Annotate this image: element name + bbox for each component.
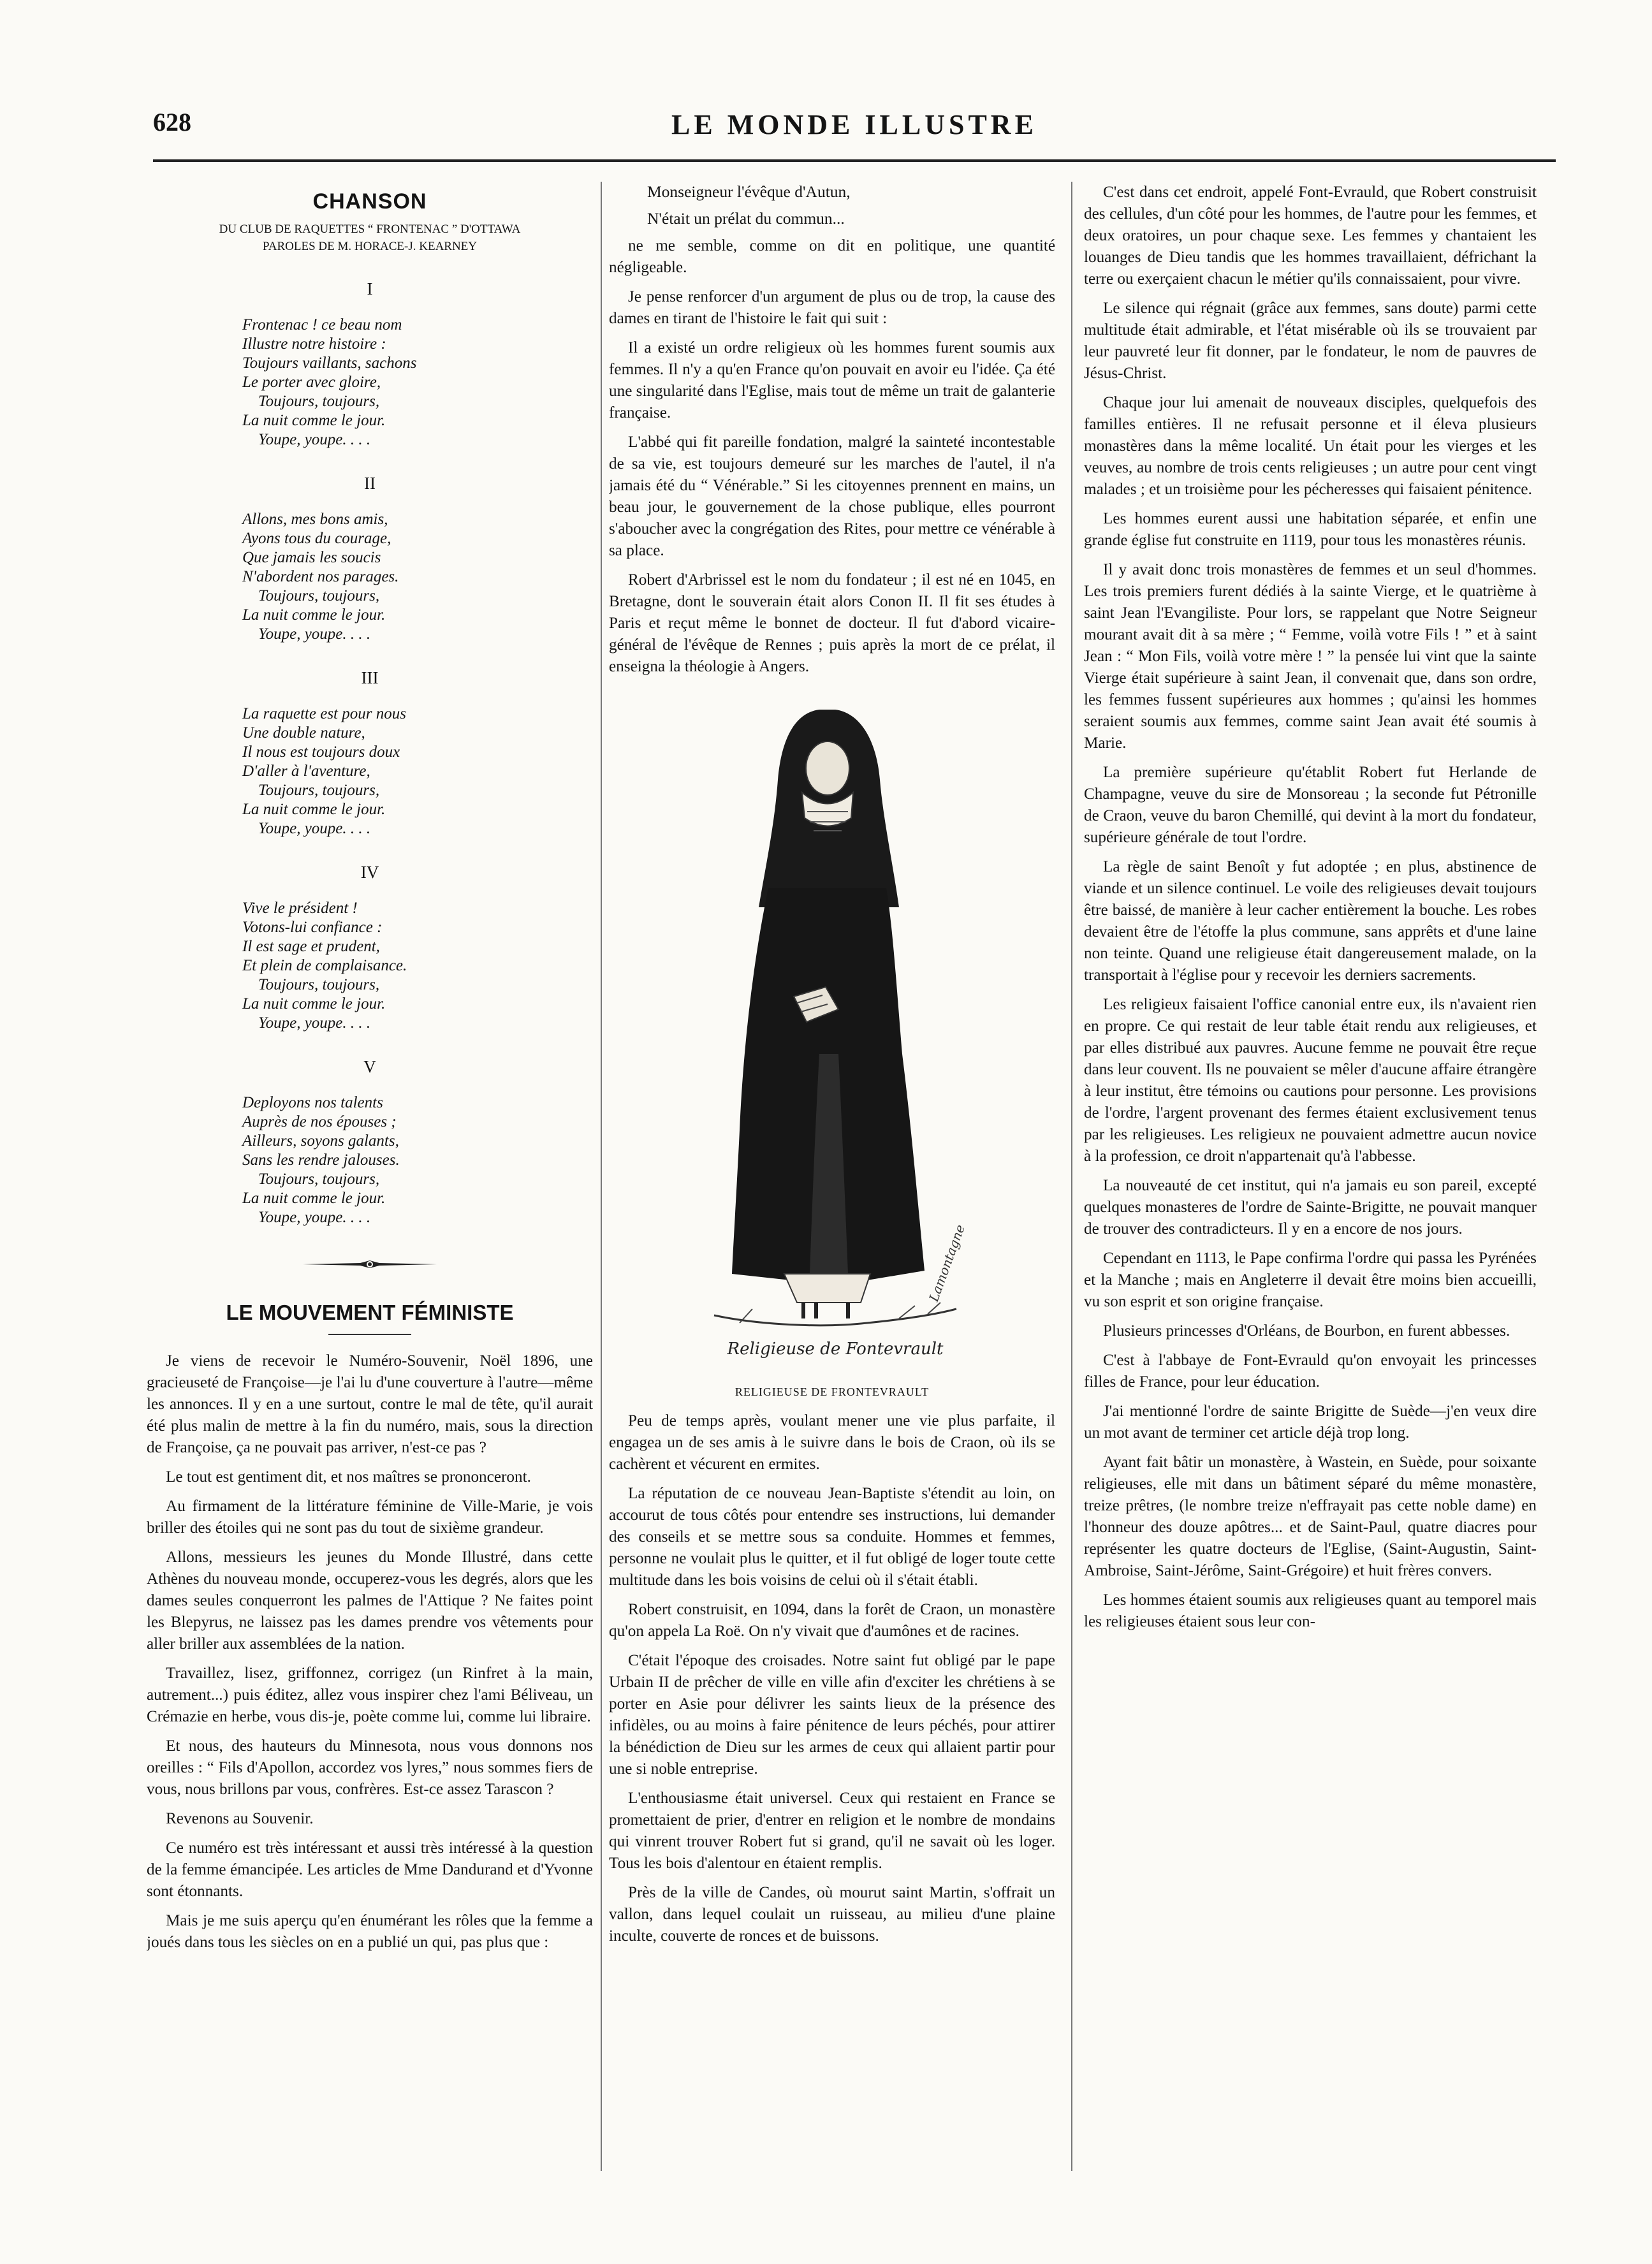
illustration-caption: RELIGIEUSE DE FRONTEVRAULT <box>735 1385 930 1398</box>
verse-line: Youpe, youpe. . . . <box>258 431 371 448</box>
verse-line: Auprès de nos épouses ; <box>242 1113 397 1130</box>
paragraph: J'ai mentionné l'ordre de sainte Brigitte de Suède—j'en veux dire un mot avant de terminer cet article déjà trop long. <box>1084 1403 1537 1442</box>
verse-line: Youpe, youpe. . . . <box>258 625 371 643</box>
paragraph: Et nous, des hauteurs du Minnesota, nous vous donnons nos oreilles : “ Fils d'Apollon, accordez vos lyres,” nous sommes fiers de vous, nous brillons par vous, confrères. Est-ce assez Tarascon ? <box>147 1737 593 1798</box>
paragraph: La règle de saint Benoît y fut adoptée ; en plus, abstinence de viande et un silence continuel. Le voile des religieuses devait toujours être baissé, de manière à leur cacher entièrement la bouche. Les robes devaient être de l'étoffe la plus commune, sans apprêts et d'une laine non teinte. Quand une religieuse était dangereusement malade, on la transportait à l'église pour y recevoir les derniers sacrements. <box>1084 858 1537 984</box>
paragraph: Les hommes étaient soumis aux religieuses quant au temporel mais les religieuses étaient sous leur con- <box>1084 1591 1537 1630</box>
verse-line: Vive le président ! <box>242 900 358 917</box>
article-title: LE MOUVEMENT FÉMINISTE <box>226 1301 514 1324</box>
paragraph: C'est dans cet endroit, appelé Font-Evrauld, que Robert construisit des cellules, d'un côté pour les hommes, de l'autre pour les femmes, et deux oratoires, un pour chaque sexe. Les femmes y chantaient les louanges de Dieu tandis que les hommes travaillaient, défrichant la terre ou exerçaient chacun le métier qu'ils connaissaient, pour vivre. <box>1084 184 1537 288</box>
chanson-title: CHANSON <box>312 189 427 214</box>
verse-line: La nuit comme le jour. <box>242 995 386 1012</box>
verse-line: Toujours vaillants, sachons <box>242 354 417 372</box>
verse-quote-line: N'était un prélat du commun... <box>647 209 845 228</box>
verse-line: Ayons tous du courage, <box>242 530 391 547</box>
paragraph: C'est à l'abbaye de Font-Evrauld qu'on envoyait les princesses filles de France, pour leur éducation. <box>1084 1352 1537 1391</box>
verse-line: N'abordent nos parages. <box>242 568 399 585</box>
verse-line: Youpe, youpe. . . . <box>258 820 371 837</box>
paragraph: C'était l'époque des croisades. Notre saint fut obligé par le pape Urbain II de prêcher de ville en ville afin d'exciter les chrétiens à se porter en Asie pour délivrer les saints lieux de la présence des infidèles, ou au moins à faire pénitence de leurs péchés, pour attirer la bénédiction de Dieu sur les armes de ceux qui allaient partir pour une si noble entreprise. <box>609 1652 1055 1778</box>
paragraph: ne me semble, comme on dit en politique, une quantité négligeable. <box>609 237 1055 276</box>
paragraph: La réputation de ce nouveau Jean-Baptiste s'étendit au loin, on accourut de tous côtés pour entendre ses instructions, lui demander des conseils et se mettre sous sa conduite. Hommes et femmes, personne ne voulait plus le quitter, et il fut obligé de loger toute cette multitude dans les bois voisins de celui où il s'était établi. <box>609 1485 1055 1589</box>
paragraph: Robert construisit, en 1094, dans la forêt de Craon, un monastère qu'on appela La Roë. On n'y vivait que d'aumônes et de racines. <box>609 1601 1055 1640</box>
paragraph: Cependant en 1113, le Pape confirma l'ordre qui passa les Pyrénées et la Manche ; mais en Angleterre il devait être moins bien accueilli, vu son esprit et son origine française. <box>1084 1250 1537 1310</box>
paragraph: La première supérieure qu'établit Robert fut Herlande de Champagne, veuve du sire de Monsoreau ; la seconde fut Pétronille de Craon, veuve du baron Chemillé, qui devint à la mort du fondateur, supérieure générale de tout l'ordre. <box>1084 764 1537 846</box>
verse-line: Youpe, youpe. . . . <box>258 1014 371 1032</box>
stanza-number: IV <box>360 863 379 882</box>
paragraph: Robert d'Arbrissel est le nom du fondateur ; il est né en 1045, en Bretagne, dont le souverain était alors Conon II. Il fit ses études à Paris et reçut même le bonnet de docteur. Il fut d'abord vicaire-général de l'évêque de Rennes ; puis après la mort de ce prélat, il enseigna la théologie à Angers. <box>609 571 1055 675</box>
header-rule <box>153 159 1556 162</box>
column-2 <box>609 182 1055 2175</box>
stanza-number: I <box>367 279 373 298</box>
paragraph: Allons, messieurs les jeunes du Monde Illustré, dans cette Athènes du nouveau monde, occuperez-vous les degrés, alors que les dames seules conquerront les palmes de l'Attique ? Ne faites point les Blepyrus, ne laissez pas les dames prendre vos vêtements pour aller briller aux assemblées de la nation. <box>147 1549 593 1653</box>
ornament-divider <box>147 1259 593 1273</box>
masthead-title: LE MONDE ILLUSTRE <box>671 109 1037 140</box>
column-3 <box>1084 182 1537 2175</box>
paragraph: Travaillez, lisez, griffonnez, corrigez (un Rinfret à la main, autrement...) puis éditez, allez vous inspirer chez l'ami Béliveau, un Crémazie en herbe, vous dis-je, poète comme lui, comme lui libraire. <box>147 1665 593 1725</box>
stanza-number: III <box>361 668 379 687</box>
verse-line: Et plein de complaisance. <box>242 957 407 974</box>
paragraph: Le silence qui régnait (grâce aux femmes, sans doute) parmi cette multitude était admirable, et l'état misérable où ils se trouvaient par leur pauvreté leur fit donner, par le fondateur, le nom de pauvres de Jésus-Christ. <box>1084 300 1537 382</box>
handwritten-caption: Religieuse de Fontevrault <box>727 1340 944 1359</box>
column-rule <box>1071 182 1072 2171</box>
verse-line: Sans les rendre jalouses. <box>242 1151 400 1169</box>
paragraph: La nouveauté de cet institut, qui n'a jamais eu son pareil, excepté quelques monasteres de l'ordre de Sainte-Brigitte, ne pouvait manquer de trouver des contradicteurs. Il y en a encore de nos jours. <box>1084 1177 1537 1238</box>
verse-line: Toujours, toujours, <box>258 393 380 410</box>
nun-figure-image <box>657 697 1014 1334</box>
verse-line: Ailleurs, soyons galants, <box>242 1132 399 1150</box>
paragraph: Je viens de recevoir le Numéro-Souvenir, Noël 1896, une gracieuseté de Françoise—je l'ai lu d'une couverture à l'autre—même les annonces. Il y en a une surtout, contre le mal de tête, qu'il aurait été plus malin de mettre à la fin du numéro, mais, sous la direction de Françoise, ça ne pouvait pas arriver, n'est-ce pas ? <box>147 1352 593 1456</box>
article-column-2-text <box>609 235 1055 678</box>
verse-line: Le porter avec gloire, <box>242 374 381 391</box>
verse-quote-line: Monseigneur l'évêque d'Autun, <box>647 182 851 201</box>
verse-line: Une double nature, <box>242 724 365 741</box>
page-number: 628 <box>153 108 191 136</box>
verse-line: La raquette est pour nous <box>242 705 406 722</box>
chanson-subtitle: DU CLUB DE RAQUETTES “ FRONTENAC ” D'OTTAWA <box>219 223 521 236</box>
verse-line: Deployons nos talents <box>242 1094 383 1111</box>
article-column-2-text <box>609 1410 1055 1947</box>
nun-illustration <box>609 697 1055 1373</box>
page-header <box>153 107 1556 152</box>
verse-line: La nuit comme le jour. <box>242 412 386 429</box>
paragraph: Au firmament de la littérature féminine de Ville-Marie, je vois briller des étoiles qui ne sont pas du tout de sixième grandeur. <box>147 1498 593 1537</box>
paragraph: L'enthousiasme était universel. Ceux qui restaient en France se promettaient de prier, d'entrer en religion et le nombre de mondains qui vinrent trouver Robert fut si grand, qu'il ne savait où les loger. Tous les bois d'alentour en étaient remplis. <box>609 1790 1055 1872</box>
paragraph: Revenons au Souvenir. <box>166 1810 314 1827</box>
paragraph: Les religieux faisaient l'office canonial entre eux, ils n'avaient rien en propre. Ce qui restait de leur table était rendu aux religieuses, et par elles distribué aux pauvres. Aucune femme ne pouvait être reçue dans leur couvent. Ils ne pouvaient se mêler d'aucune affaire étrangère à leur institut, être témoins ou cautions pour personne. Les provisions de l'ordre, l'argent provenant des fermes étaient exclusivement tenus par les religieuses. Les religieux ne pouvaient admettre aucun novice à la profession, ce droit n'appartenait qu'à l'abbesse. <box>1084 996 1537 1165</box>
paragraph: Peu de temps après, voulant mener une vie plus parfaite, il engagea un de ses amis à le suivre dans le bois de Craon, où ils se cachèrent et vécurent en ermites. <box>609 1412 1055 1473</box>
verse-line: Frontenac ! ce beau nom <box>242 316 402 333</box>
paragraph: Plusieurs princesses d'Orléans, de Bourbon, en furent abbesses. <box>1103 1322 1510 1340</box>
verse-line: Il nous est toujours doux <box>242 743 400 761</box>
verse-line: Toujours, toujours, <box>258 1171 380 1188</box>
chanson-stanzas <box>147 279 593 1227</box>
chanson-subtitle: PAROLES DE M. HORACE-J. KEARNEY <box>262 240 478 253</box>
verse-line: Votons-lui confiance : <box>242 919 383 936</box>
stanza-number: V <box>363 1057 376 1076</box>
verse-line: Youpe, youpe. . . . <box>258 1209 371 1226</box>
verse-line: Illustre notre histoire : <box>242 335 386 353</box>
paragraph: Chaque jour lui amenait de nouveaux disciples, quelquefois des familles entières. Il ne refusait personne et il éleva plusieurs monastères dans la même localité. Un était pour les vierges et les veuves, au nombre de trois cents religieuses ; un autre pour cent vingt malades ; et un troisième pour les pécheresses qui faisaient pénitence. <box>1084 394 1537 498</box>
verse-line: Toujours, toujours, <box>258 782 380 799</box>
stanza-number: II <box>364 474 376 493</box>
article-column-3-text <box>1084 182 1537 1633</box>
paragraph: Ayant fait bâtir un monastère, à Wastein, en Suède, pour soixante religieuses, elle mit dans un bâtiment séparé du même monastère, treize prêtres, (le nombre treize n'effrayait pas cette noble dame) en l'honneur des douze apôtres... et de Saint-Paul, quatre diacres pour représenter les quatre docteurs de l'Eglise, (Saint-Augustin, Saint-Ambroise, Saint-Jérôme, Saint-Grégoire) et huit frères convers. <box>1084 1454 1537 1579</box>
quoted-verse <box>609 182 1055 229</box>
verse-line: D'aller à l'aventure, <box>242 763 370 780</box>
title-rule <box>328 1334 411 1335</box>
paragraph: Près de la ville de Candes, où mourut saint Martin, s'offrait un vallon, dans lequel coulait un ruisseau, au milieu d'une plaine inculte, couverte de ronces et de buissons. <box>609 1884 1055 1945</box>
paragraph: L'abbé qui fit pareille fondation, malgré la sainteté incontestable de sa vie, est toujours demeuré sur les marches de l'autel, il n'a jamais été du “ Vénérable.” Si les citoyennes prennent en mains, un beau jour, le gouvernement de la chose publique, elles pourront s'aboucher avec la congrégation des Rites, pour mettre ce vénérable à sa place. <box>609 434 1055 559</box>
article-column-1-text <box>147 1350 593 1954</box>
paragraph: Je pense renforcer d'un argument de plus ou de trop, la cause des dames en tirant de l'histoire le fait qui suit : <box>609 288 1055 327</box>
paragraph: Les hommes eurent aussi une habitation séparée, et enfin une grande église fut construite en 1119, pour tous les monastères réunis. <box>1084 510 1537 549</box>
paragraph: Ce numéro est très intéressant et aussi très intéressé à la question de la femme émancipée. Les articles de Mme Dandurand et d'Yvonne sont étonnants. <box>147 1839 593 1900</box>
svg-text:Lamontagne: Lamontagne <box>926 1222 968 1304</box>
paragraph: Mais je me suis aperçu qu'en énumérant les rôles que la femme a joués dans tous les siècles on en a publié un qui, pas plus que : <box>147 1912 593 1951</box>
column-1 <box>147 182 593 2175</box>
verse-line: La nuit comme le jour. <box>242 801 386 818</box>
paragraph: Il a existé un ordre religieux où les hommes furent soumis aux femmes. Il n'y a qu'en France qu'on pouvait en avoir eu l'idée. Ça été une singularité dans l'Eglise, mais tout de même un trait de galanterie française. <box>609 339 1055 421</box>
column-rule <box>601 182 602 2171</box>
paragraph: Il y avait donc trois monastères de femmes et un seul d'hommes. Les trois premiers furent dédiés à la sainte Vierge, et le quatrième à saint Jean l'Evangiliste. Pour lors, se rappelant que Notre Seigneur mourant avait dit à sa mère ; “ Femme, voilà votre Fils ! ” et à saint Jean : “ Mon Fils, voilà votre mère ! ” la pensée lui vint que la sainte Vierge était supérieure à saint Jean, il convenait que, dans son ordre, les femmes fussent supérieures aux hommes ; qu'ainsi les hommes seraient soumis aux femmes, comme saint Jean avait été soumis à Marie. <box>1084 561 1537 752</box>
verse-line: Il est sage et prudent, <box>242 938 380 955</box>
paragraph: Le tout est gentiment dit, et nos maîtres se prononceront. <box>166 1468 531 1486</box>
verse-line: Toujours, toujours, <box>258 976 380 993</box>
verse-line: La nuit comme le jour. <box>242 606 386 624</box>
verse-line: Que jamais les soucis <box>242 549 381 566</box>
verse-line: La nuit comme le jour. <box>242 1190 386 1207</box>
verse-line: Toujours, toujours, <box>258 587 380 604</box>
verse-line: Allons, mes bons amis, <box>242 511 388 528</box>
